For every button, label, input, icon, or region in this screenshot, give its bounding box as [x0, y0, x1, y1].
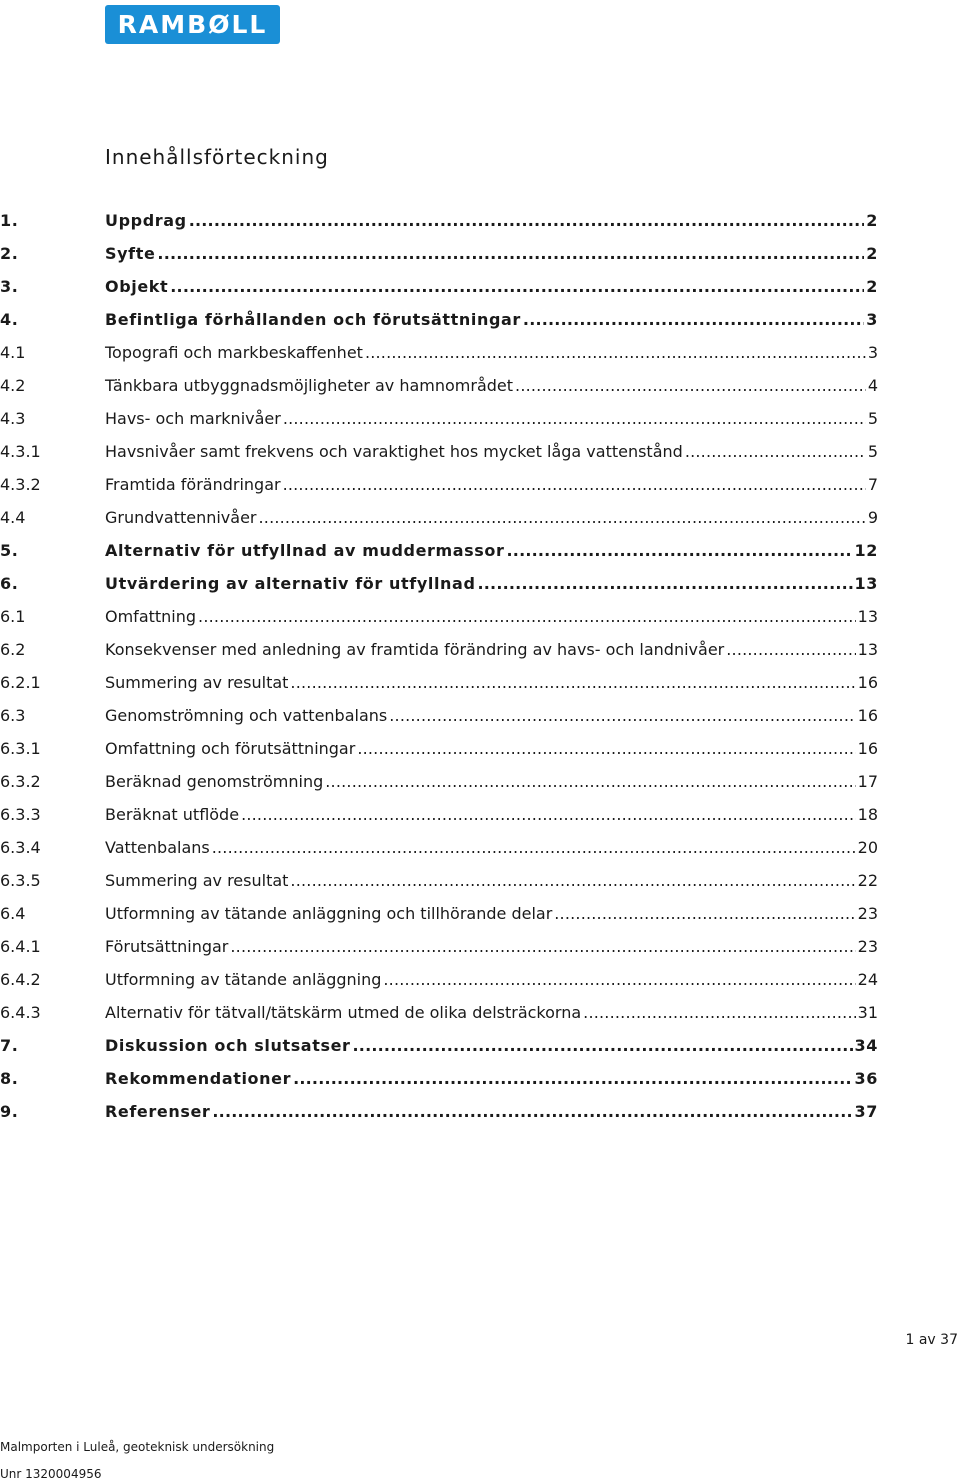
toc-entry-number: 6. [0, 574, 19, 593]
toc-entry-page: 20 [857, 838, 878, 857]
toc-entry-title[interactable]: Omfattning [105, 607, 197, 626]
footer-document-title: Malmporten i Luleå, geoteknisk undersökning [0, 1440, 275, 1454]
toc-dot-leader [507, 534, 853, 567]
toc-dot-leader [726, 633, 855, 666]
toc-entry-page: 7 [867, 475, 878, 494]
toc-entry[interactable] [0, 699, 878, 732]
toc-dot-leader [293, 1062, 852, 1095]
toc-entry-number: 2. [0, 244, 19, 263]
toc-entry-page: 24 [857, 970, 878, 989]
toc-entry-number: 4.2 [0, 376, 26, 395]
logo-text: RAMBØLL [117, 10, 268, 39]
toc-dot-leader [189, 204, 865, 237]
toc-entry-title[interactable]: Diskussion och slutsatser [105, 1036, 351, 1055]
toc-entry-page: 2 [866, 277, 878, 296]
toc-entry-title[interactable]: Beräknad genomströmning [105, 772, 324, 791]
toc-entry-page: 13 [857, 607, 878, 626]
toc-entry[interactable] [0, 237, 878, 270]
toc-entry[interactable] [0, 402, 878, 435]
ramboll-logo [105, 5, 280, 44]
toc-dot-leader [212, 831, 856, 864]
toc-entry-number: 6.4.3 [0, 1003, 41, 1022]
toc-entry-page: 16 [857, 706, 878, 725]
toc-entry[interactable] [0, 468, 878, 501]
toc-entry-title[interactable]: Genomströmning och vattenbalans [105, 706, 388, 725]
toc-entry[interactable] [0, 1095, 878, 1128]
toc-entry-title[interactable]: Alternativ för tätvall/tätskärm utmed de olika delsträckorna [105, 1003, 582, 1022]
toc-entry-page: 34 [854, 1036, 878, 1055]
toc-entry-title[interactable]: Befintliga förhållanden och förutsättningar [105, 310, 521, 329]
toc-dot-leader [554, 897, 855, 930]
toc-entry-title[interactable]: Grundvattennivåer [105, 508, 257, 527]
toc-entry[interactable] [0, 336, 878, 369]
toc-entry-title[interactable]: Omfattning och förutsättningar [105, 739, 356, 758]
toc-entry-page: 3 [866, 310, 878, 329]
toc-entry-title[interactable]: Havsnivåer samt frekvens och varaktighet hos mycket låga vattenstånd [105, 442, 683, 461]
toc-entry-page: 31 [857, 1003, 878, 1022]
toc-dot-leader [325, 765, 855, 798]
toc-entry-page: 9 [867, 508, 878, 527]
toc-dot-leader [283, 402, 866, 435]
toc-dot-leader [241, 798, 856, 831]
toc-entry[interactable] [0, 600, 878, 633]
toc-entry[interactable] [0, 633, 878, 666]
toc-entry[interactable] [0, 270, 878, 303]
toc-entry-title[interactable]: Tänkbara utbyggnadsmöjligheter av hamnområdet [105, 376, 514, 395]
toc-entry[interactable] [0, 798, 878, 831]
toc-dot-leader [383, 963, 855, 996]
toc-entry-page: 23 [857, 937, 878, 956]
toc-entry-title[interactable]: Rekommendationer [105, 1069, 292, 1088]
toc-entry-title[interactable]: Referenser [105, 1102, 211, 1121]
toc-entry-page: 13 [854, 574, 878, 593]
toc-dot-leader [290, 864, 855, 897]
toc-entry[interactable] [0, 534, 878, 567]
toc-entry-title[interactable]: Uppdrag [105, 211, 187, 230]
toc-entry[interactable] [0, 1062, 878, 1095]
toc-title: Innehållsförteckning [105, 145, 329, 169]
toc-entry-page: 23 [857, 904, 878, 923]
table-of-contents [0, 204, 878, 1128]
toc-dot-leader [357, 732, 855, 765]
toc-entry-number: 4.4 [0, 508, 26, 527]
toc-entry-page: 4 [867, 376, 878, 395]
toc-entry-number: 9. [0, 1102, 19, 1121]
toc-entry-number: 6.1 [0, 607, 26, 626]
toc-entry-title[interactable]: Utformning av tätande anläggning [105, 970, 382, 989]
toc-entry[interactable] [0, 963, 878, 996]
toc-entry[interactable] [0, 897, 878, 930]
toc-entry-title[interactable]: Utvärdering av alternativ för utfyllnad [105, 574, 476, 593]
toc-dot-leader [157, 237, 864, 270]
toc-entry[interactable] [0, 996, 878, 1029]
toc-entry-number: 7. [0, 1036, 19, 1055]
toc-entry-number: 6.4 [0, 904, 26, 923]
toc-entry-title[interactable]: Summering av resultat [105, 673, 289, 692]
toc-entry[interactable] [0, 765, 878, 798]
toc-entry[interactable] [0, 204, 878, 237]
toc-entry[interactable] [0, 831, 878, 864]
toc-dot-leader [515, 369, 866, 402]
toc-entry-title[interactable]: Objekt [105, 277, 169, 296]
toc-entry-number: 6.4.2 [0, 970, 41, 989]
toc-entry-title[interactable]: Topografi och markbeskaffenhet [105, 343, 363, 362]
toc-entry[interactable] [0, 732, 878, 765]
toc-entry[interactable] [0, 501, 878, 534]
toc-dot-leader [353, 1029, 853, 1062]
toc-entry-title[interactable]: Konsekvenser med anledning av framtida förändring av havs- och landnivåer [105, 640, 725, 659]
toc-entry-page: 3 [867, 343, 878, 362]
toc-entry-number: 5. [0, 541, 19, 560]
footer-unr: Unr 1320004956 [0, 1467, 102, 1481]
toc-entry[interactable] [0, 1029, 878, 1062]
toc-entry[interactable] [0, 369, 878, 402]
toc-entry[interactable] [0, 435, 878, 468]
toc-dot-leader [523, 303, 864, 336]
toc-dot-leader [212, 1095, 852, 1128]
toc-dot-leader [170, 270, 864, 303]
toc-dot-leader [478, 567, 853, 600]
toc-entry[interactable] [0, 666, 878, 699]
toc-entry[interactable] [0, 303, 878, 336]
toc-entry-number: 4.3.1 [0, 442, 41, 461]
toc-entry-page: 2 [866, 211, 878, 230]
toc-entry-title[interactable]: Summering av resultat [105, 871, 289, 890]
toc-entry[interactable] [0, 864, 878, 897]
toc-entry-page: 5 [867, 442, 878, 461]
toc-entry-page: 12 [854, 541, 878, 560]
toc-dot-leader [389, 699, 855, 732]
toc-dot-leader [290, 666, 855, 699]
toc-entry-number: 6.2 [0, 640, 26, 659]
toc-entry[interactable] [0, 930, 878, 963]
toc-entry-title[interactable]: Framtida förändringar [105, 475, 281, 494]
toc-dot-leader [365, 336, 866, 369]
toc-entry-number: 4.3 [0, 409, 26, 428]
toc-entry-number: 3. [0, 277, 19, 296]
toc-dot-leader [230, 930, 855, 963]
toc-dot-leader [283, 468, 866, 501]
toc-entry-page: 22 [857, 871, 878, 890]
toc-entry-title[interactable]: Beräknat utflöde [105, 805, 240, 824]
toc-dot-leader [198, 600, 856, 633]
toc-entry-number: 4.3.2 [0, 475, 41, 494]
toc-entry-title[interactable]: Alternativ för utfyllnad av muddermassor [105, 541, 505, 560]
toc-entry-number: 6.3 [0, 706, 26, 725]
toc-entry-page: 37 [854, 1102, 878, 1121]
toc-entry-title[interactable]: Förutsättningar [105, 937, 229, 956]
toc-entry-title[interactable]: Utformning av tätande anläggning och tillhörande delar [105, 904, 553, 923]
toc-entry-number: 4.1 [0, 343, 26, 362]
toc-entry-page: 18 [857, 805, 878, 824]
toc-entry-number: 6.4.1 [0, 937, 41, 956]
toc-entry-number: 6.3.1 [0, 739, 41, 758]
toc-dot-leader [259, 501, 866, 534]
toc-entry-number: 4. [0, 310, 19, 329]
toc-entry-page: 13 [857, 640, 878, 659]
toc-entry-title[interactable]: Syfte [105, 244, 156, 263]
toc-entry-page: 5 [867, 409, 878, 428]
toc-entry-page: 36 [854, 1069, 878, 1088]
toc-dot-leader [685, 435, 866, 468]
toc-entry-number: 1. [0, 211, 19, 230]
toc-entry[interactable] [0, 567, 878, 600]
toc-entry-page: 16 [857, 739, 878, 758]
toc-entry-page: 2 [866, 244, 878, 263]
page-number: 1 av 37 [905, 1332, 958, 1348]
toc-entry-number: 6.3.5 [0, 871, 41, 890]
toc-entry-title[interactable]: Vattenbalans [105, 838, 210, 857]
toc-entry-number: 6.3.3 [0, 805, 41, 824]
toc-entry-number: 6.3.2 [0, 772, 41, 791]
toc-entry-page: 16 [857, 673, 878, 692]
toc-entry-number: 8. [0, 1069, 19, 1088]
toc-entry-page: 17 [857, 772, 878, 791]
toc-dot-leader [583, 996, 855, 1029]
toc-entry-number: 6.3.4 [0, 838, 41, 857]
toc-entry-number: 6.2.1 [0, 673, 41, 692]
toc-entry-title[interactable]: Havs- och marknivåer [105, 409, 281, 428]
